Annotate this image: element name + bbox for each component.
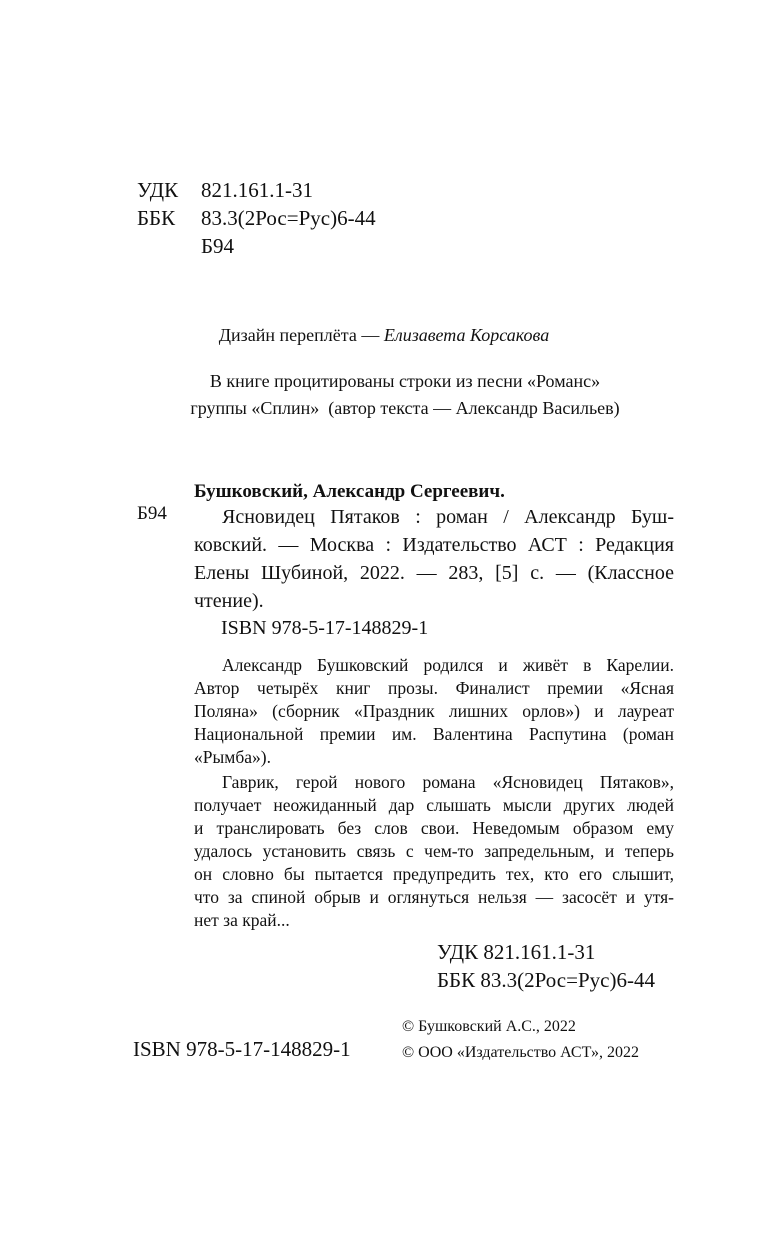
quote-note [0,368,768,422]
design-credit-label: Дизайн переплёта — [218,325,384,345]
annotation-line: «Рымба»). [194,747,271,767]
designer-name: Елизавета Корсакова [383,325,550,345]
catalog-author-mark: Б94 [137,503,167,524]
annotation-line: он словно бы пытается предупредить тех, кто его слышит, [194,864,674,884]
catalog-isbn: ISBN 978-5-17-148829-1 [221,617,429,639]
classification-codes [137,176,376,260]
bib-line: Ясновидец Пятаков : роман / Александр Буш- [222,506,674,528]
design-credit [0,325,768,346]
annotation-line: удалось установить связь с чем-то запредельным, и теперь [194,841,674,861]
annotation-line: и транслировать без слов свои. Неведомым образом ему [194,818,674,838]
bib-line: чтение). [194,590,264,612]
bbk-value: 83.3(2Рос=Рус)6-44 [201,206,376,230]
bbk-label: ББК [137,206,176,230]
annotation-line: получает неожиданный дар слышать мысли других людей [194,795,674,815]
annotation-line: Поляна» (сборник «Праздник лишних орлов») и лауреат [194,701,674,721]
udk-row [137,176,376,204]
author-mark-row [137,232,376,260]
bibliographic-description [194,503,674,615]
annotation-line: Гаврик, герой нового романа «Ясновидец Пятаков», [222,772,674,792]
copyright-publisher: © ООО «Издательство АСТ», 2022 [402,1044,639,1061]
annotation-line: нет за край... [194,910,290,930]
bbk-row [137,204,376,232]
bottom-classification-codes [437,938,655,994]
bottom-udk: УДК 821.161.1-31 [437,940,596,964]
copyright-author: © Бушковский А.С., 2022 [402,1018,576,1035]
author-mark: Б94 [201,234,235,258]
annotation [194,654,674,932]
bottom-isbn: ISBN 978-5-17-148829-1 [133,1037,351,1061]
quote-note-line-2: группы «Сплин» (автор текста — Александр Васильев) [190,398,620,418]
annotation-line: Национальной премии им. Валентина Распутина (роман [194,724,674,744]
udk-value: 821.161.1-31 [201,178,313,202]
annotation-line: Александр Бушковский родился и живёт в Карелии. [222,655,674,675]
annotation-line: что за спиной обрыв и оглянуться нельзя — засосёт и утя- [194,887,674,907]
quote-note-line-1: В книге процитированы строки из песни «Романс» [209,371,601,391]
udk-label: УДК [137,178,179,202]
bib-line: Елены Шубиной, 2022. — 283, [5] с. — (Классное [194,562,674,584]
annotation-line: Автор четырёх книг прозы. Финалист премии «Ясная [194,678,674,698]
catalog-author-heading: Бушковский, Александр Сергеевич. [194,481,505,502]
copyright-block [402,1014,639,1066]
bib-line: ковский. — Москва : Издательство АСТ : Редакция [194,534,674,556]
bottom-bbk: ББК 83.3(2Рос=Рус)6-44 [437,968,655,992]
